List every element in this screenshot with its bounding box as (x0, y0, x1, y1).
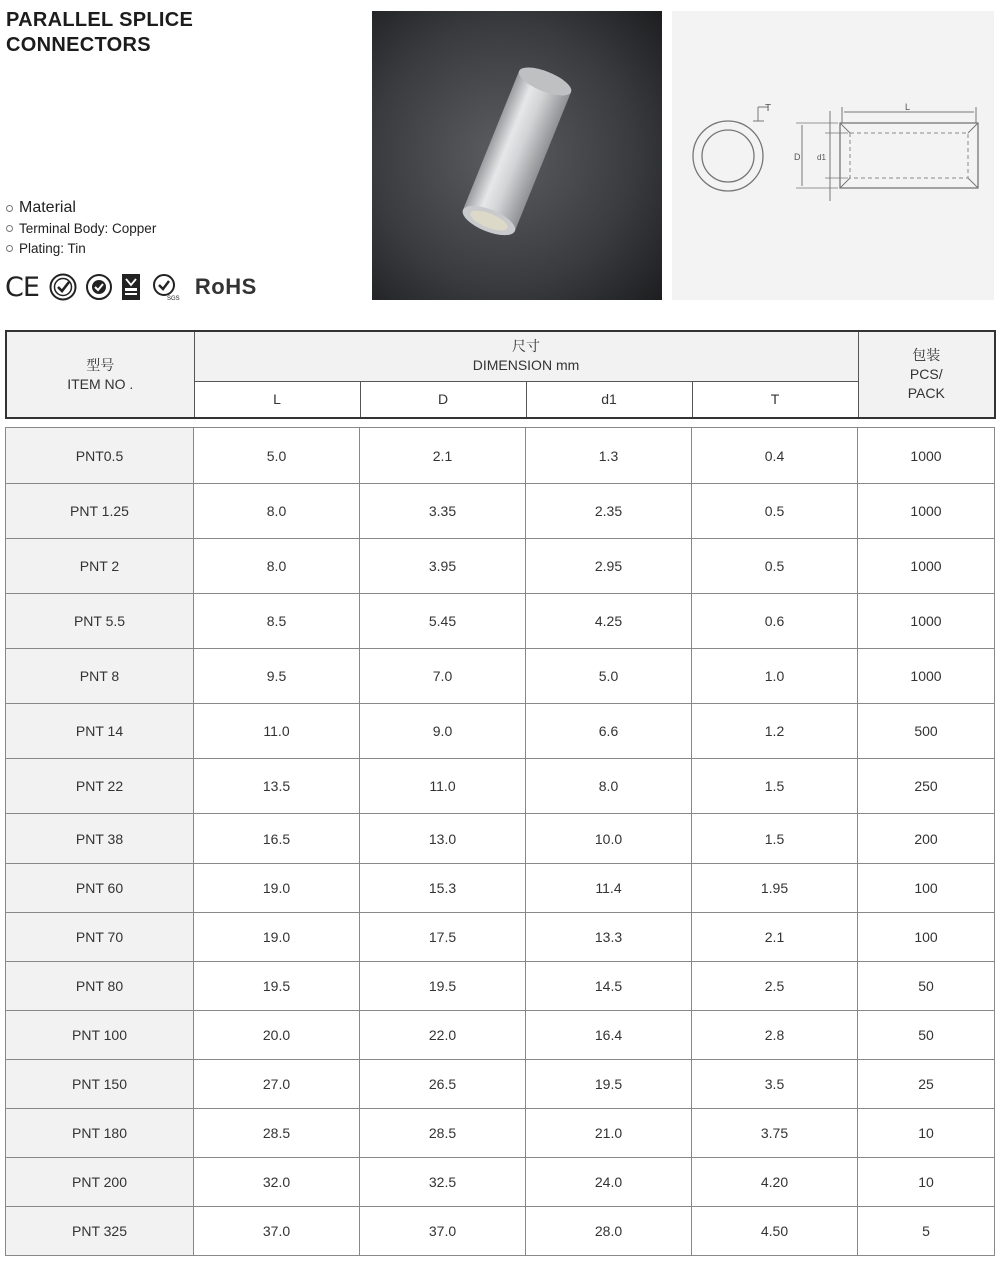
cell-d1: 21.0 (526, 1109, 692, 1158)
header-pack-en2: PACK (907, 385, 945, 401)
material-list (6, 198, 156, 258)
cell-D: 7.0 (360, 649, 526, 704)
cell-item-no: PNT 150 (6, 1060, 194, 1109)
cell-pcs-pack: 1000 (858, 539, 995, 594)
cell-D: 37.0 (360, 1207, 526, 1256)
cell-d1: 6.6 (526, 704, 692, 759)
cell-T: 0.6 (692, 594, 858, 649)
cell-L: 11.0 (194, 704, 360, 759)
cell-D: 5.45 (360, 594, 526, 649)
cell-d1: 4.25 (526, 594, 692, 649)
cell-item-no: PNT 325 (6, 1207, 194, 1256)
cell-L: 9.5 (194, 649, 360, 704)
table-row (6, 814, 995, 864)
cell-T: 1.2 (692, 704, 858, 759)
ce-mark-icon: CE (5, 271, 39, 303)
cell-item-no: PNT 14 (6, 704, 194, 759)
cell-D: 28.5 (360, 1109, 526, 1158)
cell-D: 2.1 (360, 428, 526, 484)
bullet-icon (6, 205, 13, 212)
cell-item-no: PNT 100 (6, 1011, 194, 1060)
cell-T: 1.0 (692, 649, 858, 704)
cell-pcs-pack: 1000 (858, 484, 995, 539)
cell-L: 28.5 (194, 1109, 360, 1158)
cell-D: 13.0 (360, 814, 526, 864)
cell-item-no: PNT 8 (6, 649, 194, 704)
table-row (6, 704, 995, 759)
cell-d1: 1.3 (526, 428, 692, 484)
cell-D: 17.5 (360, 913, 526, 962)
header-pack-cn: 包装 (912, 347, 941, 363)
table-row (6, 1158, 995, 1207)
cell-T: 3.75 (692, 1109, 858, 1158)
svg-text:SGS: SGS (166, 296, 180, 302)
material-heading: Material (19, 199, 76, 216)
cell-L: 8.5 (194, 594, 360, 649)
cell-L: 27.0 (194, 1060, 360, 1109)
iqnet-check-icon (49, 273, 77, 301)
cell-T: 0.5 (692, 539, 858, 594)
table-row (6, 594, 995, 649)
cell-T: 0.5 (692, 484, 858, 539)
table-row (6, 1060, 995, 1109)
cell-T: 2.1 (692, 913, 858, 962)
cell-D: 15.3 (360, 864, 526, 913)
title-line-2: CONNECTORS (6, 34, 151, 56)
material-item-text: Plating: Tin (19, 240, 86, 256)
table-row (6, 913, 995, 962)
cell-D: 26.5 (360, 1060, 526, 1109)
cell-d1: 2.35 (526, 484, 692, 539)
cell-item-no: PNT 1.25 (6, 484, 194, 539)
cell-pcs-pack: 500 (858, 704, 995, 759)
cell-D: 3.35 (360, 484, 526, 539)
cell-pcs-pack: 1000 (858, 594, 995, 649)
table-row (6, 1011, 995, 1060)
header-item-en: ITEM NO . (67, 375, 134, 392)
material-heading-row (6, 198, 156, 218)
cell-L: 5.0 (194, 428, 360, 484)
header-col-D: D (360, 381, 526, 418)
cell-pcs-pack: 100 (858, 913, 995, 962)
cell-T: 0.4 (692, 428, 858, 484)
rohs-label: RoHS (194, 274, 257, 299)
cell-pcs-pack: 25 (858, 1060, 995, 1109)
cell-D: 9.0 (360, 704, 526, 759)
material-item-text: Terminal Body: Copper (19, 220, 157, 236)
cell-item-no: PNT 2 (6, 539, 194, 594)
table-row (6, 428, 995, 484)
table-row (6, 1207, 995, 1256)
cell-item-no: PNT 5.5 (6, 594, 194, 649)
cell-pcs-pack: 200 (858, 814, 995, 864)
cell-d1: 24.0 (526, 1158, 692, 1207)
cell-D: 3.95 (360, 539, 526, 594)
cell-T: 1.95 (692, 864, 858, 913)
product-photo (372, 11, 662, 300)
drawing-label-d1: d1 (817, 153, 826, 162)
header-col-T: T (692, 381, 858, 418)
drawing-label-D: D (794, 152, 801, 162)
cell-D: 32.5 (360, 1158, 526, 1207)
cell-pcs-pack: 50 (858, 962, 995, 1011)
cell-pcs-pack: 10 (858, 1109, 995, 1158)
cell-d1: 28.0 (526, 1207, 692, 1256)
header-dim-cn: 尺寸 (512, 338, 540, 355)
cell-D: 19.5 (360, 962, 526, 1011)
cell-D: 22.0 (360, 1011, 526, 1060)
cell-d1: 19.5 (526, 1060, 692, 1109)
cell-L: 19.0 (194, 864, 360, 913)
cell-item-no: PNT0.5 (6, 428, 194, 484)
bullet-icon (6, 225, 13, 232)
cell-L: 19.5 (194, 962, 360, 1011)
material-item (6, 218, 156, 238)
table-row (6, 484, 995, 539)
cell-T: 2.5 (692, 962, 858, 1011)
quality-mark-icon (86, 273, 112, 301)
cell-item-no: PNT 80 (6, 962, 194, 1011)
cell-d1: 10.0 (526, 814, 692, 864)
table-row (6, 1109, 995, 1158)
cell-item-no: PNT 200 (6, 1158, 194, 1207)
cell-L: 20.0 (194, 1011, 360, 1060)
bullet-icon (6, 245, 13, 252)
cell-pcs-pack: 1000 (858, 649, 995, 704)
sgs-icon (150, 272, 180, 302)
spec-table-body (5, 427, 995, 1256)
cell-T: 1.5 (692, 814, 858, 864)
cell-T: 4.50 (692, 1207, 858, 1256)
table-row (6, 962, 995, 1011)
table-row (6, 759, 995, 814)
cell-d1: 14.5 (526, 962, 692, 1011)
header-pack (858, 331, 995, 418)
cell-pcs-pack: 10 (858, 1158, 995, 1207)
cell-d1: 13.3 (526, 913, 692, 962)
cell-d1: 2.95 (526, 539, 692, 594)
header-pack-en1: PCS/ (909, 366, 943, 382)
header-item-no (6, 331, 194, 418)
cell-L: 8.0 (194, 539, 360, 594)
material-item (6, 238, 156, 258)
cell-d1: 11.4 (526, 864, 692, 913)
header-dimension (194, 331, 858, 381)
table-row (6, 649, 995, 704)
technical-drawing (672, 11, 994, 300)
spec-table-header (5, 330, 996, 419)
cell-L: 8.0 (194, 484, 360, 539)
cell-L: 19.0 (194, 913, 360, 962)
cell-T: 4.20 (692, 1158, 858, 1207)
cell-T: 2.8 (692, 1011, 858, 1060)
cell-item-no: PNT 70 (6, 913, 194, 962)
page-title (6, 8, 193, 58)
header-dim-en: DIMENSION mm (472, 357, 580, 374)
cell-L: 37.0 (194, 1207, 360, 1256)
cell-pcs-pack: 100 (858, 864, 995, 913)
cell-L: 16.5 (194, 814, 360, 864)
drawing-label-L: L (905, 102, 911, 112)
cell-item-no: PNT 180 (6, 1109, 194, 1158)
cell-item-no: PNT 60 (6, 864, 194, 913)
cell-pcs-pack: 50 (858, 1011, 995, 1060)
ukas-icon (121, 273, 141, 301)
cell-L: 32.0 (194, 1158, 360, 1207)
title-line-1: PARALLEL SPLICE (6, 9, 194, 31)
cell-pcs-pack: 250 (858, 759, 995, 814)
table-row (6, 539, 995, 594)
cell-d1: 16.4 (526, 1011, 692, 1060)
table-row (6, 864, 995, 913)
cell-T: 3.5 (692, 1060, 858, 1109)
splice-connector-image (372, 11, 662, 300)
cell-item-no: PNT 38 (6, 814, 194, 864)
header-col-d1: d1 (526, 381, 692, 418)
drawing-label-T: T (765, 103, 772, 114)
cell-D: 11.0 (360, 759, 526, 814)
cell-d1: 5.0 (526, 649, 692, 704)
cell-pcs-pack: 5 (858, 1207, 995, 1256)
certification-logos (5, 272, 257, 302)
header-item-cn: 型号 (86, 356, 115, 373)
header-col-L: L (194, 381, 360, 418)
cell-pcs-pack: 1000 (858, 428, 995, 484)
cell-item-no: PNT 22 (6, 759, 194, 814)
cell-L: 13.5 (194, 759, 360, 814)
cell-T: 1.5 (692, 759, 858, 814)
cell-d1: 8.0 (526, 759, 692, 814)
